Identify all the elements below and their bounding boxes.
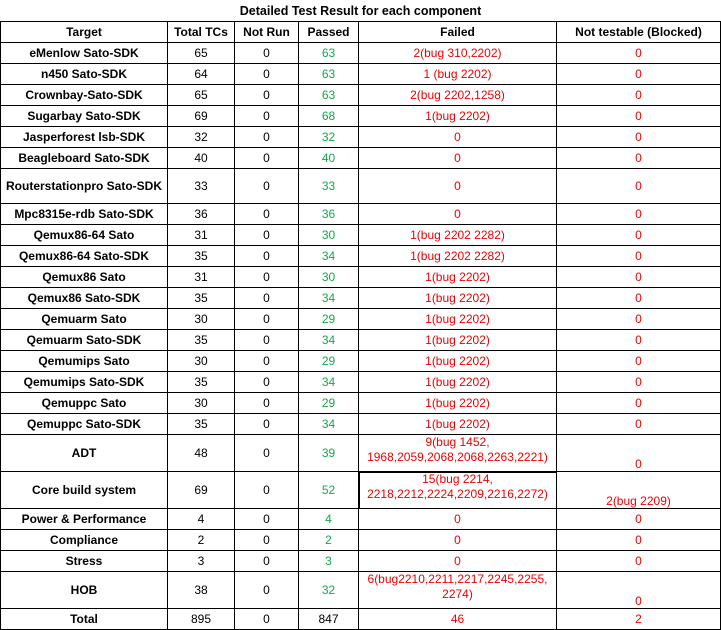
blocked-cell: 0 <box>557 551 721 572</box>
target-cell: Core build system <box>1 472 168 509</box>
table-row <box>1 435 721 472</box>
not-run-cell: 0 <box>235 414 299 435</box>
failed-cell: 1 (bug 2202) <box>359 64 557 85</box>
blocked-cell: 0 <box>557 435 721 472</box>
blocked-cell: 0 <box>557 43 721 64</box>
failed-cell: 0 <box>359 148 557 169</box>
target-cell: Compliance <box>1 530 168 551</box>
table-row <box>1 351 721 372</box>
target-cell: ADT <box>1 435 168 472</box>
not-run-cell: 0 <box>235 169 299 204</box>
not-run-cell: 0 <box>235 435 299 472</box>
failed-cell: 0 <box>359 509 557 530</box>
table-row <box>1 530 721 551</box>
blocked-cell: 0 <box>557 246 721 267</box>
failed-cell: 1(bug 2202) <box>359 414 557 435</box>
table-row <box>1 204 721 225</box>
table-row <box>1 64 721 85</box>
failed-cell: 2(bug 310,2202) <box>359 43 557 64</box>
column-header-total: Total TCs <box>168 22 235 43</box>
total-cell: 69 <box>168 106 235 127</box>
target-cell: Qemumips Sato-SDK <box>1 372 168 393</box>
target-cell: eMenlow Sato-SDK <box>1 43 168 64</box>
target-cell: Qemux86 Sato <box>1 267 168 288</box>
failed-cell: 0 <box>359 127 557 148</box>
passed-cell: 68 <box>299 106 359 127</box>
not-run-cell: 0 <box>235 393 299 414</box>
blocked-cell: 0 <box>557 288 721 309</box>
not-run-cell: 0 <box>235 551 299 572</box>
passed-cell: 30 <box>299 267 359 288</box>
not-run-cell: 0 <box>235 204 299 225</box>
passed-cell: 30 <box>299 225 359 246</box>
not-run-cell: 0 <box>235 43 299 64</box>
not-run-cell: 0 <box>235 472 299 509</box>
passed-cell: 29 <box>299 393 359 414</box>
table-row <box>1 551 721 572</box>
column-header-failed: Failed <box>359 22 557 43</box>
total-cell: 65 <box>168 43 235 64</box>
not-run-cell: 0 <box>235 106 299 127</box>
passed-cell: 32 <box>299 127 359 148</box>
blocked-cell: 0 <box>557 204 721 225</box>
target-cell: Qemuppc Sato-SDK <box>1 414 168 435</box>
failed-cell: 1(bug 2202 2282) <box>359 225 557 246</box>
target-cell: Qemux86-64 Sato <box>1 225 168 246</box>
table-row <box>1 309 721 330</box>
blocked-cell: 0 <box>557 225 721 246</box>
target-cell: Stress <box>1 551 168 572</box>
total-cell: 35 <box>168 330 235 351</box>
blocked-cell: 0 <box>557 530 721 551</box>
table-row <box>1 246 721 267</box>
blocked-cell: 0 <box>557 309 721 330</box>
header-row <box>1 22 721 43</box>
blocked-cell: 0 <box>557 351 721 372</box>
blocked-cell: 0 <box>557 509 721 530</box>
target-cell: Qemux86-64 Sato-SDK <box>1 246 168 267</box>
not-run-cell: 0 <box>235 509 299 530</box>
target-cell: Beagleboard Sato-SDK <box>1 148 168 169</box>
blocked-cell: 0 <box>557 127 721 148</box>
failed-cell: 2(bug 2202,1258) <box>359 85 557 106</box>
not-run-cell: 0 <box>235 372 299 393</box>
total-cell: 30 <box>168 309 235 330</box>
target-cell: Qemuppc Sato <box>1 393 168 414</box>
passed-cell: 63 <box>299 43 359 64</box>
total-cell: 32 <box>168 127 235 148</box>
target-cell: Qemuarm Sato <box>1 309 168 330</box>
passed-cell: 29 <box>299 309 359 330</box>
failed-cell: 9(bug 1452, 1968,2059,2068,2068,2263,2221) <box>359 435 557 472</box>
table-row <box>1 372 721 393</box>
total-cell: 31 <box>168 225 235 246</box>
failed-cell: 0 <box>359 204 557 225</box>
not-run-cell: 0 <box>235 127 299 148</box>
blocked-cell: 0 <box>557 148 721 169</box>
total-cell: 65 <box>168 85 235 106</box>
passed-cell: 34 <box>299 288 359 309</box>
table-row <box>1 225 721 246</box>
table-row <box>1 330 721 351</box>
failed-cell: 1(bug 2202 2282) <box>359 246 557 267</box>
column-header-target: Target <box>1 22 168 43</box>
failed-cell: 1(bug 2202) <box>359 351 557 372</box>
table-row <box>1 148 721 169</box>
not-run-cell: 0 <box>235 530 299 551</box>
blocked-cell: 2(bug 2209) <box>557 472 721 509</box>
not-run-cell: 0 <box>235 148 299 169</box>
passed-cell: 39 <box>299 435 359 472</box>
total-cell: 3 <box>168 551 235 572</box>
total-cell: 35 <box>168 372 235 393</box>
total-cell: 64 <box>168 64 235 85</box>
total-cell: 35 <box>168 288 235 309</box>
table-row <box>1 472 721 509</box>
target-cell: HOB <box>1 572 168 609</box>
target-cell: Qemux86 Sato-SDK <box>1 288 168 309</box>
not-run-cell: 0 <box>235 288 299 309</box>
blocked-cell: 0 <box>557 64 721 85</box>
total-row <box>1 609 721 630</box>
passed-cell: 2 <box>299 530 359 551</box>
passed-cell: 63 <box>299 85 359 106</box>
total-failed-cell: 46 <box>359 609 557 630</box>
total-cell: 35 <box>168 246 235 267</box>
failed-cell: 1(bug 2202) <box>359 393 557 414</box>
target-cell: Mpc8315e-rdb Sato-SDK <box>1 204 168 225</box>
total-cell: 30 <box>168 351 235 372</box>
not-run-cell: 0 <box>235 309 299 330</box>
passed-cell: 34 <box>299 414 359 435</box>
table-title: Detailed Test Result for each component <box>239 4 482 18</box>
not-run-cell: 0 <box>235 351 299 372</box>
target-cell: Routerstationpro Sato-SDK <box>1 169 168 204</box>
table-row <box>1 267 721 288</box>
total-cell: 36 <box>168 204 235 225</box>
blocked-cell: 0 <box>557 393 721 414</box>
passed-cell: 34 <box>299 330 359 351</box>
total-cell: 31 <box>168 267 235 288</box>
blocked-cell: 0 <box>557 169 721 204</box>
blocked-cell: 0 <box>557 85 721 106</box>
not-run-cell: 0 <box>235 572 299 609</box>
not-run-cell: 0 <box>235 246 299 267</box>
not-run-cell: 0 <box>235 267 299 288</box>
total-cell: 30 <box>168 393 235 414</box>
not-run-cell: 0 <box>235 330 299 351</box>
total-cell: 38 <box>168 572 235 609</box>
test-results-table <box>0 21 721 630</box>
blocked-cell: 0 <box>557 267 721 288</box>
blocked-cell: 0 <box>557 106 721 127</box>
table-row <box>1 393 721 414</box>
total-blocked-cell: 2 <box>557 609 721 630</box>
total-cell: 48 <box>168 435 235 472</box>
failed-cell: 0 <box>359 551 557 572</box>
column-header-blocked: Not testable (Blocked) <box>557 22 721 43</box>
passed-cell: 40 <box>299 148 359 169</box>
table-row <box>1 288 721 309</box>
total-cell: 69 <box>168 472 235 509</box>
total-passed-cell: 847 <box>299 609 359 630</box>
failed-cell: 1(bug 2202) <box>359 372 557 393</box>
table-row <box>1 169 721 204</box>
not-run-cell: 0 <box>235 85 299 106</box>
passed-cell: 34 <box>299 372 359 393</box>
failed-cell: 1(bug 2202) <box>359 288 557 309</box>
table-row <box>1 43 721 64</box>
column-header-not-run: Not Run <box>235 22 299 43</box>
column-header-passed: Passed <box>299 22 359 43</box>
blocked-cell: 0 <box>557 372 721 393</box>
passed-cell: 29 <box>299 351 359 372</box>
target-cell: Crownbay-Sato-SDK <box>1 85 168 106</box>
total-label-cell: Total <box>1 609 168 630</box>
total-cell: 4 <box>168 509 235 530</box>
total-cell: 33 <box>168 169 235 204</box>
table-row <box>1 127 721 148</box>
total-cell: 35 <box>168 414 235 435</box>
failed-cell: 1(bug 2202) <box>359 106 557 127</box>
total-tcs-cell: 895 <box>168 609 235 630</box>
target-cell: n450 Sato-SDK <box>1 64 168 85</box>
passed-cell: 4 <box>299 509 359 530</box>
failed-cell: 1(bug 2202) <box>359 267 557 288</box>
failed-cell: 1(bug 2202) <box>359 309 557 330</box>
failed-cell: 15(bug 2214, 2218,2212,2224,2209,2216,2272) <box>359 472 557 509</box>
passed-cell: 36 <box>299 204 359 225</box>
target-cell: Power & Performance <box>1 509 168 530</box>
total-not-run-cell: 0 <box>235 609 299 630</box>
blocked-cell: 0 <box>557 330 721 351</box>
passed-cell: 63 <box>299 64 359 85</box>
table-row <box>1 414 721 435</box>
table-row <box>1 572 721 609</box>
failed-cell: 1(bug 2202) <box>359 330 557 351</box>
not-run-cell: 0 <box>235 64 299 85</box>
table-row <box>1 106 721 127</box>
blocked-cell: 0 <box>557 414 721 435</box>
passed-cell: 33 <box>299 169 359 204</box>
table-row <box>1 85 721 106</box>
passed-cell: 3 <box>299 551 359 572</box>
blocked-cell: 0 <box>557 572 721 609</box>
passed-cell: 32 <box>299 572 359 609</box>
target-cell: Jasperforest lsb-SDK <box>1 127 168 148</box>
not-run-cell: 0 <box>235 225 299 246</box>
target-cell: Sugarbay Sato-SDK <box>1 106 168 127</box>
passed-cell: 52 <box>299 472 359 509</box>
failed-cell: 6(bug2210,2211,2217,2245,2255, 2274) <box>359 572 557 609</box>
failed-cell: 0 <box>359 169 557 204</box>
total-cell: 2 <box>168 530 235 551</box>
total-cell: 40 <box>168 148 235 169</box>
passed-cell: 34 <box>299 246 359 267</box>
target-cell: Qemuarm Sato-SDK <box>1 330 168 351</box>
failed-cell: 0 <box>359 530 557 551</box>
target-cell: Qemumips Sato <box>1 351 168 372</box>
table-row <box>1 509 721 530</box>
